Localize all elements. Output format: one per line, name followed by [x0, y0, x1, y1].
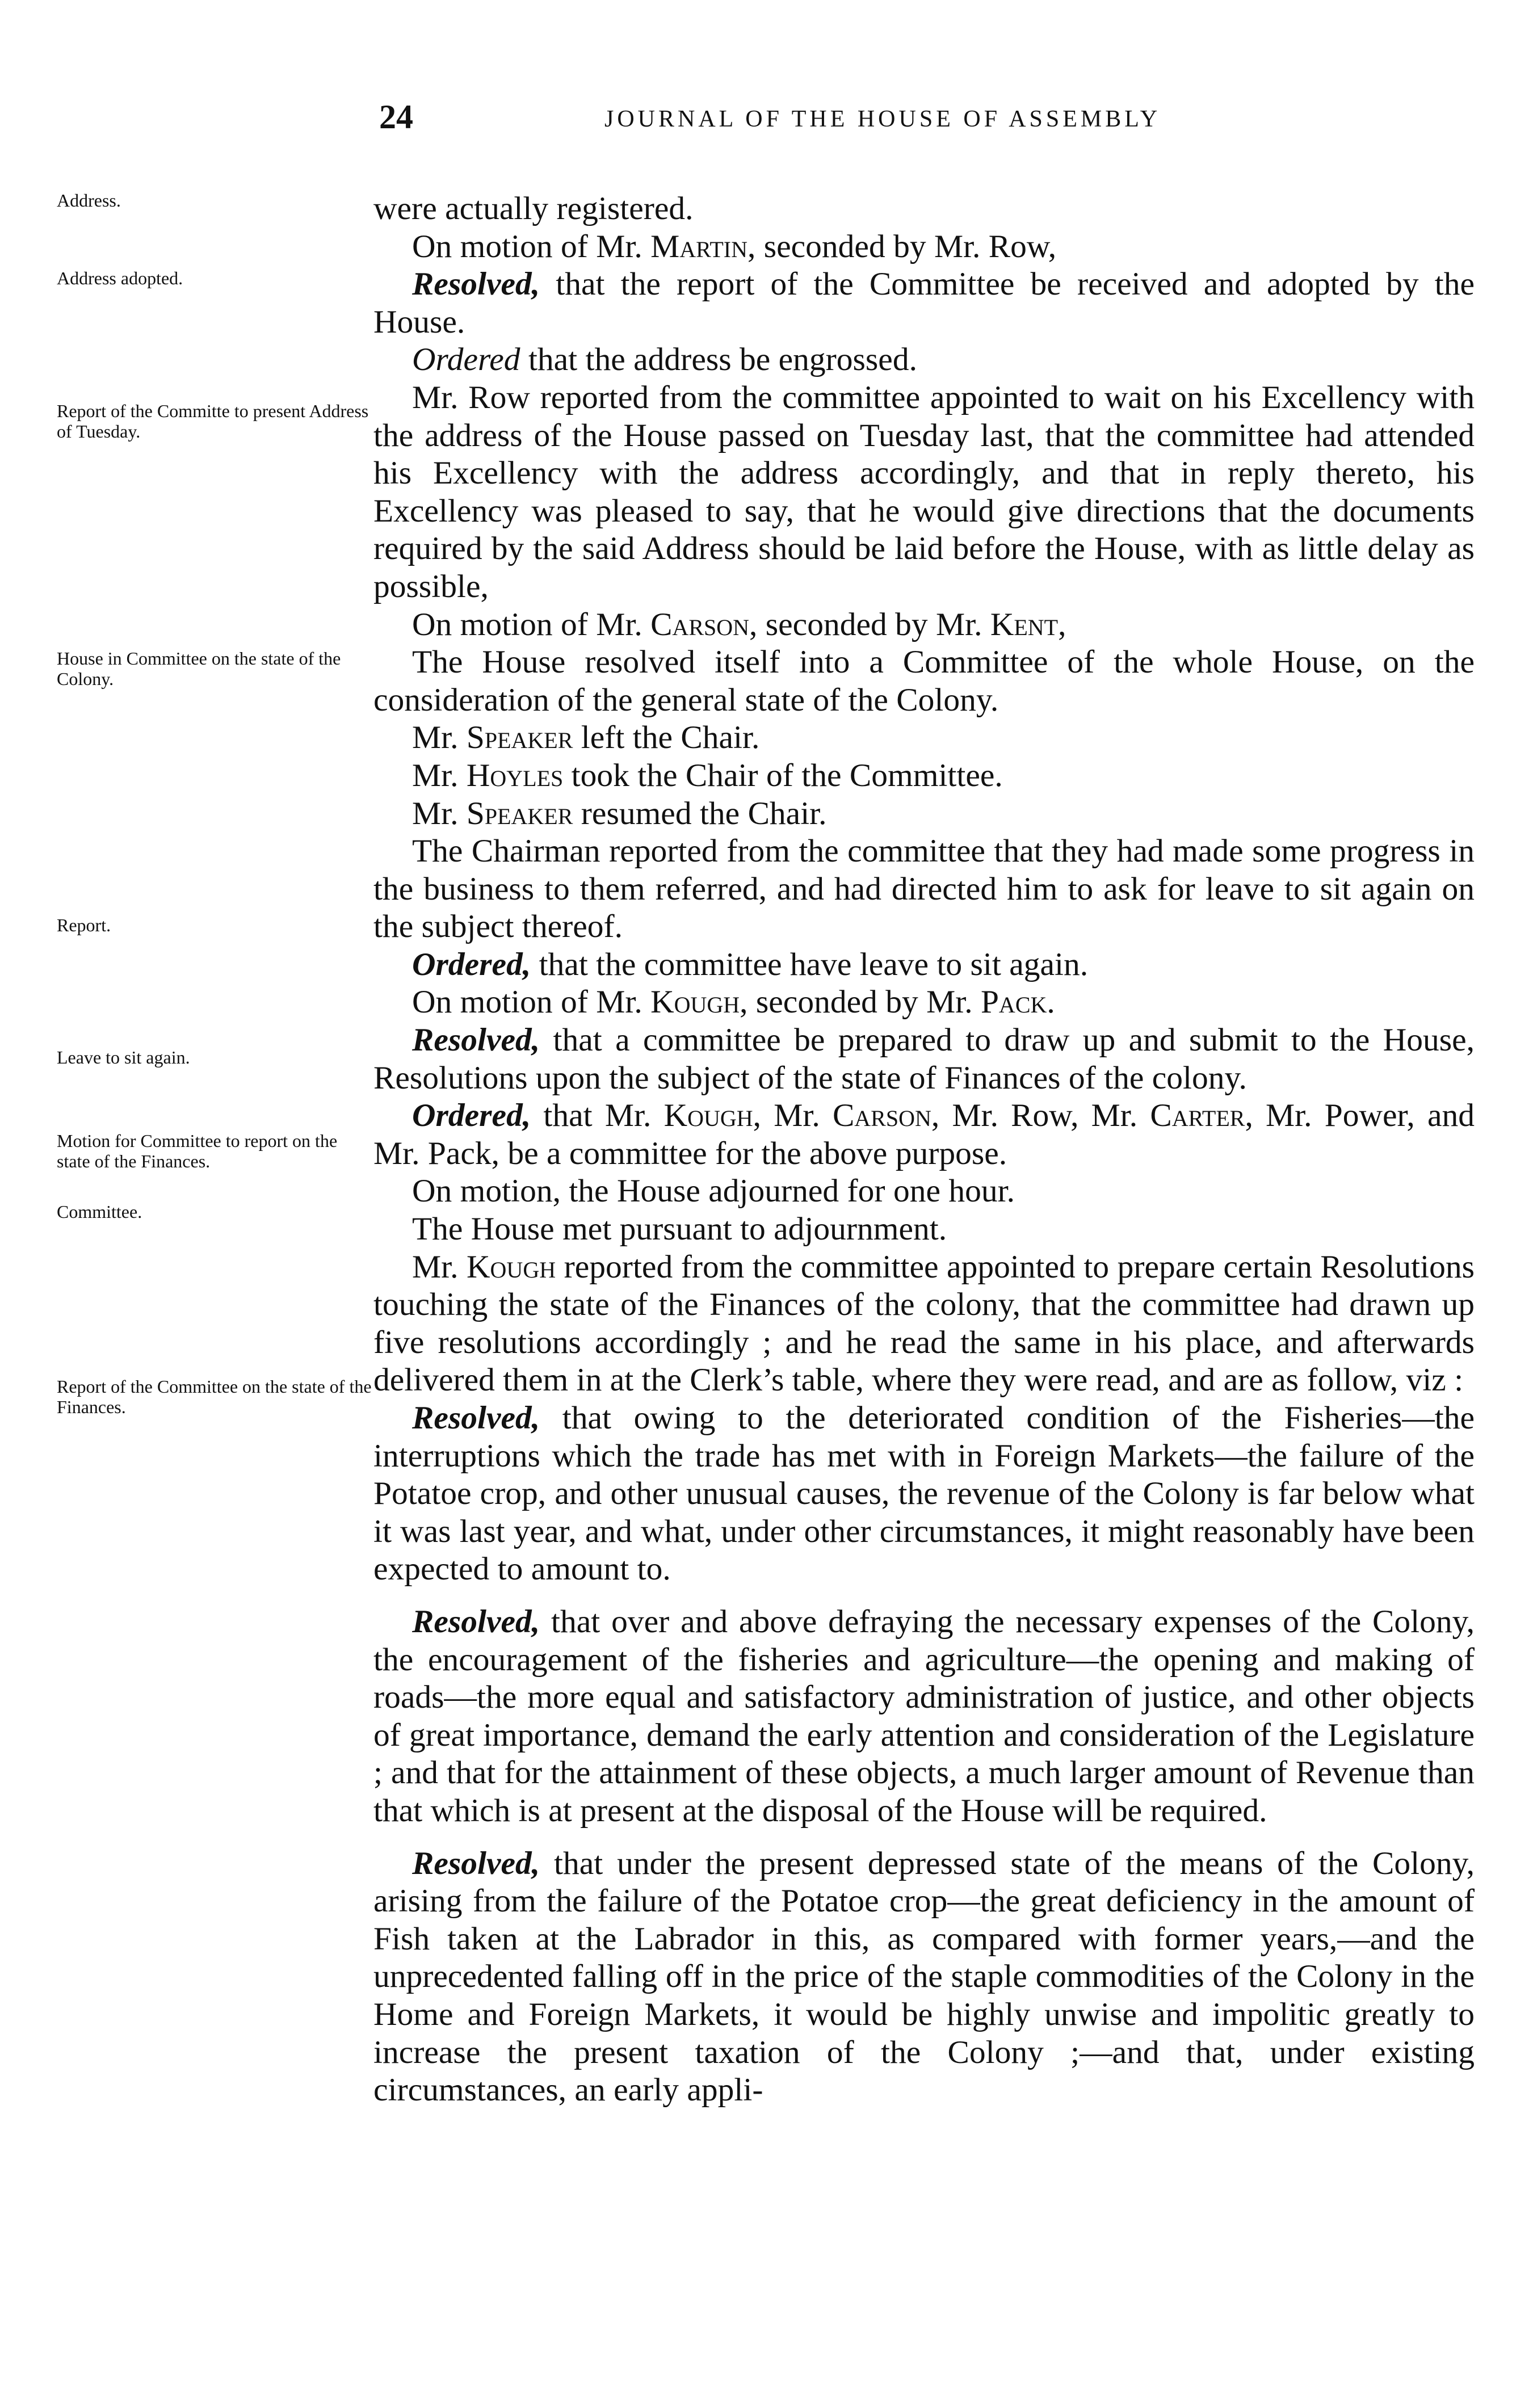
paragraph: Resolved, that the report of the Committee be received and adopted by the House.: [373, 266, 1475, 340]
paragraph: Mr. Speaker resumed the Chair.: [412, 795, 827, 831]
paragraph: The Chairman reported from the committee that they had made some progress in the business to them referred, and had directed him to ask for leave to sit again on the subject thereof.: [373, 833, 1475, 945]
paragraph: On motion, the House adjourned for one hour.: [412, 1173, 1015, 1209]
paragraph: Ordered that the address be engrossed.: [412, 342, 917, 378]
journal-body: [373, 190, 1475, 2109]
margin-note-address: Address.: [57, 190, 121, 211]
paragraph: Mr. Hoyles took the Chair of the Committee.: [412, 757, 1003, 793]
paragraph: Mr. Speaker left the Chair.: [412, 720, 760, 756]
margin-note-committee: Committee.: [57, 1201, 142, 1222]
margin-note-motion-finances: Motion for Committee to report on the state of the Finances.: [57, 1131, 338, 1171]
paragraph: Ordered, that the committee have leave to sit again.: [412, 946, 1089, 982]
paragraph: Resolved, that owing to the deteriorated condition of the Fisheries—the interruptions which the trade has met with in Foreign Markets—the failure of the Potatoe crop, and other unusual causes, the revenue of the Colony is far below what it was last year, and what, under other circumstances, it might reasonably have been expected to amount to.: [373, 1400, 1475, 1587]
margin-note-address-adopted: Address adopted.: [57, 268, 183, 288]
paragraph: were actually registered.: [373, 191, 694, 226]
paragraph: Mr. Kough reported from the committee appointed to prepare certain Resolutions touching the state of the Finances of the colony, that the committee had drawn up five resolutions accordingly ; and he read the same in his place, and afterwards delivered them in at the Clerk’s table, where they were read, and are as follow, viz :: [373, 1249, 1475, 1398]
page-number: 24: [379, 98, 413, 136]
paragraph: Ordered, that Mr. Kough, Mr. Carson, Mr. Row, Mr. Carter, Mr. Power, and Mr. Pack, be a committee for the above purpose.: [373, 1098, 1475, 1171]
margin-note-house-in-committee: House in Committee on the state of the Colony.: [57, 648, 341, 689]
paragraph: On motion of Mr. Kough, seconded by Mr. Pack.: [412, 984, 1055, 1020]
paragraph: On motion of Mr. Carson, seconded by Mr. Kent,: [412, 606, 1066, 642]
paragraph: The House met pursuant to adjournment.: [412, 1211, 947, 1247]
margin-note-leave-to-sit: Leave to sit again.: [57, 1047, 190, 1068]
margin-note-report: Report.: [57, 915, 111, 935]
margin-note-report-finances: Report of the Committee on the state of the Finances.: [57, 1376, 372, 1417]
paragraph: The House resolved itself into a Committee of the whole House, on the consideration of the general state of the Colony.: [373, 644, 1475, 718]
running-title: JOURNAL OF THE HOUSE OF ASSEMBLY: [604, 106, 1161, 132]
paragraph: Resolved, that under the present depressed state of the means of the Colony, arising from the failure of the Potatoe crop—the great deficiency in the amount of Fish taken at the Labrador in this, as compared with former years,—and the unprecedented falling off in the price of the staple commodities of the Colony in the Home and Foreign Markets, it would be highly unwise and impolitic greatly to increase the present taxation of the Colony ;—and that, under existing circumstances, an early appli-: [373, 1845, 1475, 2108]
margin-note-report-committee-address: Report of the Committe to present Address of Tuesday.: [57, 401, 369, 442]
page-header: [0, 98, 1533, 154]
paragraph: Mr. Row reported from the committee appointed to wait on his Excellency with the address of the House passed on Tuesday last, that the committee had attended his Excellency with the address accordingly, and that in reply thereto, his Excellency was pleased to say, that he would give directions that the documents required by the said Address should be laid before the House, with as little delay as possible,: [373, 379, 1475, 604]
paragraph: Resolved, that over and above defraying the necessary expenses of the Colony, the encouragement of the fisheries and agriculture—the opening and making of roads—the more equal and satisfactory administration of justice, and other objects of great importance, demand the early attention and consideration of the Legislature ; and that for the attainment of these objects, a much larger amount of Revenue than that which is at present at the disposal of the House will be required.: [373, 1603, 1475, 1829]
paragraph: Resolved, that a committee be prepared to draw up and submit to the House, Resolutions upon the subject of the state of Finances of the colony.: [373, 1022, 1475, 1096]
paragraph: On motion of Mr. Martin, seconded by Mr. Row,: [412, 228, 1057, 264]
